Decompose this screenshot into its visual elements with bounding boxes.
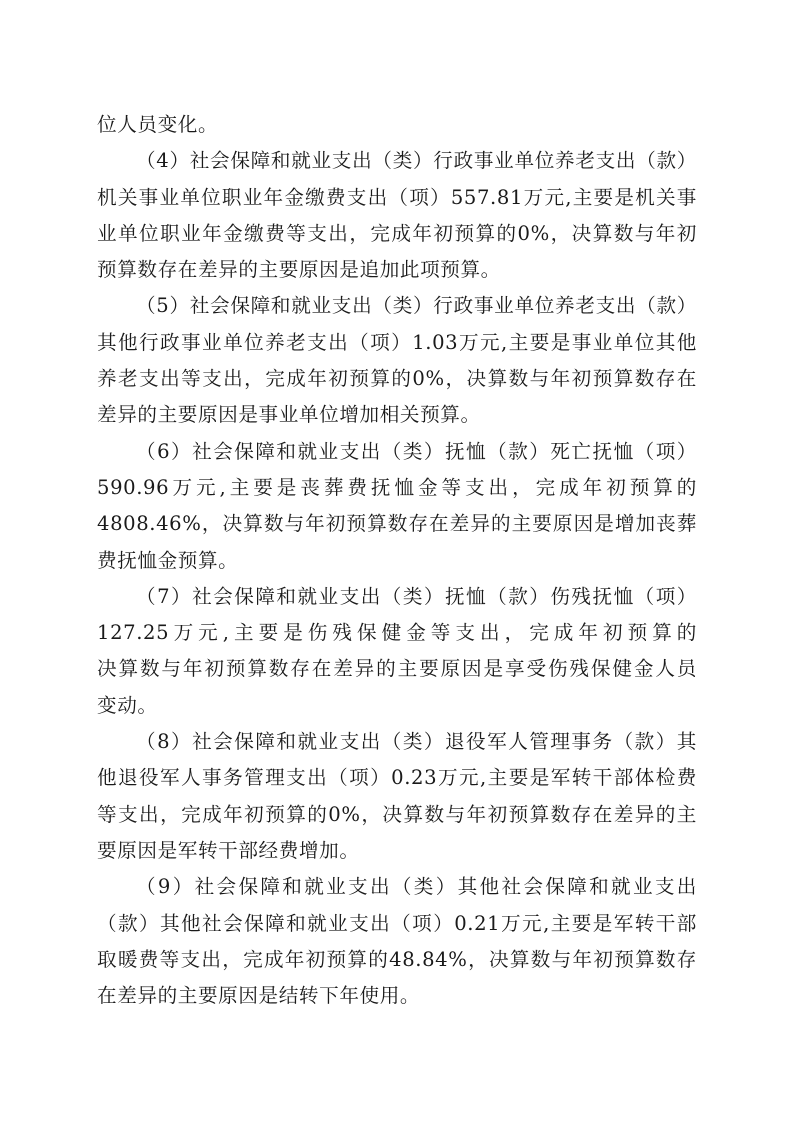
text-line: （6）社会保障和就业支出（类）抚恤（款）死亡抚恤（项） [136, 439, 697, 463]
document-body [97, 107, 697, 1014]
paragraph-item-4 [97, 143, 697, 288]
text-line: 位人员变化。 [97, 113, 219, 136]
paragraph-item-5 [97, 288, 697, 433]
text-line: 590.96万元,主要是丧葬费抚恤金等支出，完成年初预算的 [97, 475, 697, 499]
text-line: 取暖费等支出，完成年初预算的48.84%，决算数与年初预算数存 [97, 947, 697, 971]
text-line: 差异的主要原因是事业单位增加相关预算。 [97, 403, 481, 427]
text-line: 他退役军人事务管理支出（项）0.23万元,主要是军转干部体检费 [97, 766, 697, 790]
text-line: 预算数存在差异的主要原因是追加此项预算。 [97, 258, 501, 282]
paragraph-item-9 [97, 869, 697, 1014]
text-line: （9）社会保障和就业支出（类）其他社会保障和就业支出 [136, 875, 697, 899]
paragraph-item-7 [97, 579, 697, 724]
paragraph-item-6 [97, 434, 697, 579]
paragraph-item-8 [97, 724, 697, 869]
text-line: （4）社会保障和就业支出（类）行政事业单位养老支出（款） [136, 149, 697, 173]
text-line: （款）其他社会保障和就业支出（项）0.21万元,主要是军转干部 [97, 911, 697, 935]
text-line: （8）社会保障和就业支出（类）退役军人管理事务（款）其 [136, 730, 697, 754]
paragraph-continuation [97, 107, 697, 143]
text-line: 要原因是军转干部经费增加。 [97, 838, 360, 862]
text-line: （5）社会保障和就业支出（类）行政事业单位养老支出（款） [136, 294, 697, 318]
text-line: 机关事业单位职业年金缴费支出（项）557.81万元,主要是机关事 [97, 185, 697, 209]
text-line: 在差异的主要原因是结转下年使用。 [97, 984, 421, 1008]
text-line: 变动。 [97, 693, 158, 717]
text-line: 业单位职业年金缴费等支出，完成年初预算的0%，决算数与年初 [97, 221, 697, 245]
text-line: 等支出，完成年初预算的0%，决算数与年初预算数存在差异的主 [97, 802, 697, 826]
text-line: 4808.46%，决算数与年初预算数存在差异的主要原因是增加丧葬 [97, 512, 697, 536]
text-line: （7）社会保障和就业支出（类）抚恤（款）伤残抚恤（项） [136, 584, 697, 608]
text-line: 费抚恤金预算。 [97, 548, 239, 572]
text-line: 其他行政事业单位养老支出（项）1.03万元,主要是事业单位其他 [97, 330, 697, 354]
text-line: 决算数与年初预算数存在差异的主要原因是享受伤残保健金人员 [97, 657, 697, 681]
text-line: 127.25万元,主要是伤残保健金等支出，完成年初预算的 [97, 621, 697, 645]
text-line: 养老支出等支出，完成年初预算的0%，决算数与年初预算数存在 [97, 367, 697, 391]
